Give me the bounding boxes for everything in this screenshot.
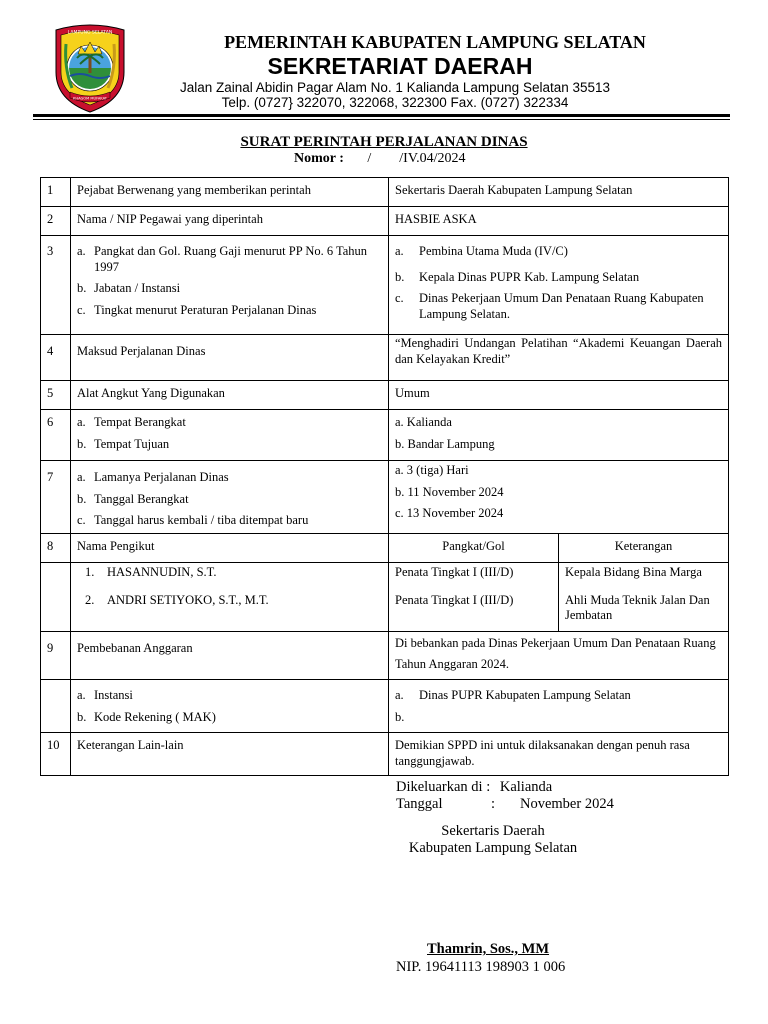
list-item: c. Tanggal harus kembali / tiba ditempat baru	[77, 513, 309, 528]
list-item: b. Kode Rekening ( MAK)	[77, 710, 216, 724]
list-item: b. Tempat Tujuan	[77, 436, 170, 451]
row-label	[71, 680, 389, 733]
list-item: Ahli Muda Teknik Jalan Dan Jembatan	[565, 592, 710, 623]
list-item: c. Dinas Pekerjaan Umum Dan Penataan Ruang Kabupaten Lampung Selatan.	[395, 291, 704, 321]
list-item: c. 13 November 2024	[395, 506, 504, 521]
list-item: a. Lamanya Perjalanan Dinas	[77, 470, 229, 484]
date-label: Tanggal	[396, 796, 443, 812]
signatory-title: Sekertaris Daerah	[441, 823, 545, 839]
table-row	[41, 207, 729, 236]
row-number	[41, 562, 71, 631]
row-value	[389, 410, 729, 461]
list-item: b. Bandar Lampung	[395, 436, 495, 451]
list-item: a. 3 (tiga) Hari	[395, 463, 469, 477]
list-item: 1. HASANNUDIN, S.T.	[85, 564, 217, 579]
row-value: “Menghadiri Undangan Pelatihan “Akademi Keuangan Daerah dan Kelayakan Kredit”	[389, 335, 729, 381]
table-row	[41, 410, 729, 461]
list-item: Kepala Bidang Bina Marga	[565, 564, 702, 579]
header-office-name: SEKRETARIAT DAERAH	[267, 53, 533, 79]
column-header-note: Keterangan	[559, 533, 729, 562]
signatory-nip: NIP. 19641113 198903 1 006	[396, 959, 566, 975]
row-value	[389, 680, 729, 733]
row-number: 7	[41, 461, 71, 534]
date-colon: :	[491, 796, 496, 812]
header-address: Jalan Zainal Abidin Pagar Alam No. 1 Kalianda Lampung Selatan 35513	[179, 80, 611, 95]
row-number: 5	[41, 381, 71, 410]
header-divider-thin	[33, 119, 730, 120]
row-label: Pejabat Berwenang yang memberikan perintah	[71, 178, 389, 207]
row-number: 10	[41, 733, 71, 776]
issued-label: Dikeluarkan di :	[396, 779, 491, 795]
signatory-institution: Kabupaten Lampung Selatan	[408, 840, 578, 856]
header-government-name: PEMERINTAH KABUPATEN LAMPUNG SELATAN	[224, 32, 646, 52]
list-item: a. Dinas PUPR Kabupaten Lampung Selatan	[395, 688, 631, 703]
table-row	[41, 335, 729, 381]
table-row	[41, 733, 729, 776]
logo-bottom-text: KHAGOM MUFAKAT	[73, 96, 107, 101]
row-value: HASBIE ASKA	[389, 207, 729, 236]
list-item: Penata Tingkat I (III/D)	[395, 564, 514, 579]
issued-date	[396, 796, 614, 813]
document-title: SURAT PERINTAH PERJALANAN DINAS	[240, 134, 528, 150]
table-row	[41, 562, 729, 631]
row-value: Umum	[389, 381, 729, 410]
table-row	[41, 178, 729, 207]
list-item: a. Instansi	[77, 688, 133, 703]
row-number: 4	[41, 335, 71, 381]
row-label: Nama / NIP Pegawai yang diperintah	[71, 207, 389, 236]
number-value: / /IV.04/2024	[367, 151, 466, 166]
row-number: 3	[41, 236, 71, 335]
number-label: Nomor :	[294, 151, 344, 166]
followers-ranks	[389, 562, 559, 631]
list-item: a. Kalianda	[395, 415, 452, 429]
row-label: Pembebanan Anggaran	[71, 631, 389, 680]
row-label	[71, 410, 389, 461]
row-label	[71, 236, 389, 335]
list-item: c. Tingkat menurut Peraturan Perjalanan Dinas	[77, 302, 317, 317]
row-value	[389, 236, 729, 335]
row-number: 6	[41, 410, 71, 461]
table-row	[41, 381, 729, 410]
document-number	[294, 151, 466, 167]
table-row	[41, 533, 729, 562]
list-item: b. Kepala Dinas PUPR Kab. Lampung Selatan	[395, 269, 640, 284]
row-number: 8	[41, 533, 71, 562]
coat-of-arms-logo	[52, 22, 128, 114]
row-number	[41, 680, 71, 733]
table-row	[41, 631, 729, 680]
list-item: a. Pembina Utama Muda (IV/C)	[395, 244, 568, 258]
date-value: November 2024	[520, 796, 614, 812]
row-label	[71, 461, 389, 534]
row-number: 1	[41, 178, 71, 207]
signatory-name: Thamrin, Sos., MM	[427, 941, 550, 957]
list-item: b.	[395, 710, 405, 724]
table-row	[41, 236, 729, 335]
list-item: a. Pangkat dan Gol. Ruang Gaji menurut PP No. 6 Tahun 1997	[77, 244, 368, 274]
row-value: Demikian SPPD ini untuk dilaksanakan dengan penuh rasa tanggungjawab.	[389, 733, 729, 776]
row-number: 9	[41, 631, 71, 680]
list-item: b. 11 November 2024	[395, 484, 504, 499]
issued-value: Kalianda	[499, 779, 553, 795]
list-item: Penata Tingkat I (III/D)	[395, 592, 514, 607]
list-item: 2. ANDRI SETIYOKO, S.T., M.T.	[85, 592, 269, 607]
row-value	[389, 461, 729, 534]
header-contact: Telp. (0727} 322070, 322068, 322300 Fax. (0727) 322334	[221, 95, 569, 110]
list-item: b. Jabatan / Instansi	[77, 281, 181, 296]
list-item: b. Tanggal Berangkat	[77, 491, 189, 506]
followers-notes	[559, 562, 729, 631]
column-header-rank: Pangkat/Gol	[389, 533, 559, 562]
table-row	[41, 680, 729, 733]
row-label: Nama Pengikut	[71, 533, 389, 562]
header-divider-thick	[33, 114, 730, 117]
list-item: a. Tempat Berangkat	[77, 415, 186, 429]
table-row	[41, 461, 729, 534]
followers-names	[71, 562, 389, 631]
travel-order-table	[40, 177, 729, 776]
row-label: Maksud Perjalanan Dinas	[71, 335, 389, 381]
row-label: Keterangan Lain-lain	[71, 733, 389, 776]
row-label: Alat Angkut Yang Digunakan	[71, 381, 389, 410]
row-value: Sekertaris Daerah Kabupaten Lampung Selatan	[389, 178, 729, 207]
row-number: 2	[41, 207, 71, 236]
issued-place	[396, 779, 552, 796]
logo-top-text: LAMPUNG SELATAN	[67, 30, 113, 36]
row-value: Di bebankan pada Dinas Pekerjaan Umum Dan Penataan Ruang Tahun Anggaran 2024.	[389, 631, 729, 680]
